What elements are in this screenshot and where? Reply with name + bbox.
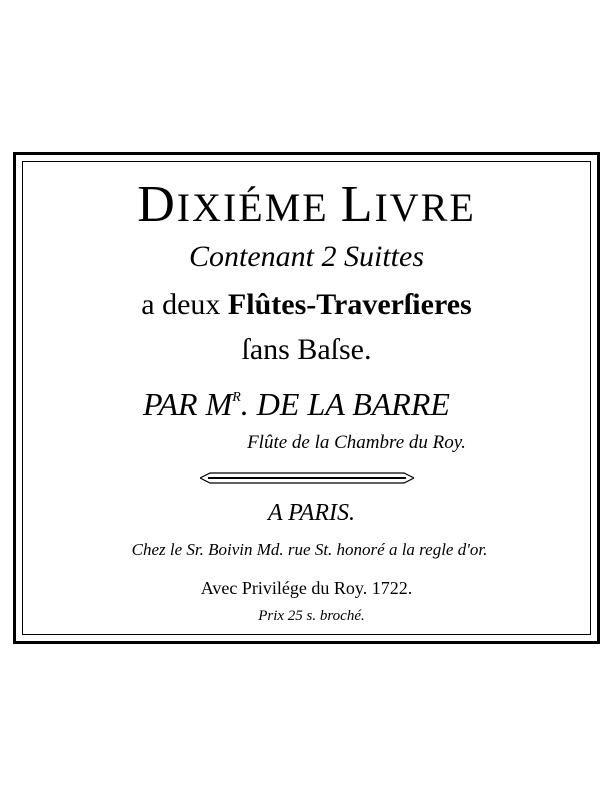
instrumentation-flutes: Flûtes-Traverſieres bbox=[227, 288, 472, 321]
title-initial-d: D bbox=[137, 176, 177, 233]
book-title bbox=[0, 175, 613, 234]
decorative-rule bbox=[200, 472, 414, 484]
price-line: Prix 25 s. broché. bbox=[258, 608, 365, 624]
instrumentation-prefix: a deux bbox=[141, 288, 228, 321]
instrumentation-line bbox=[0, 288, 613, 322]
author-role: Flûte de la Chambre du Roy. bbox=[247, 432, 466, 453]
contents-line: Contenant 2 Suittes bbox=[189, 240, 424, 273]
author-prefix: PAR M bbox=[143, 386, 233, 422]
privilege-line: Avec Privilége du Roy. 1722. bbox=[200, 578, 413, 598]
title-initial-l: L bbox=[340, 176, 375, 233]
author-title-superscript: R bbox=[232, 390, 241, 405]
without-bass-line: ſans Baſse. bbox=[241, 333, 372, 366]
author-name: . DE LA BARRE bbox=[240, 386, 450, 422]
place-of-publication: A PARIS. bbox=[267, 500, 356, 526]
title-word-dixieme: IXIÉME bbox=[176, 185, 341, 230]
author-line bbox=[0, 386, 603, 423]
publisher-line: Chez le Sr. Boivin Md. rue St. honoré a la regle d'or. bbox=[131, 540, 488, 559]
title-word-livre: IVRE bbox=[374, 185, 476, 230]
